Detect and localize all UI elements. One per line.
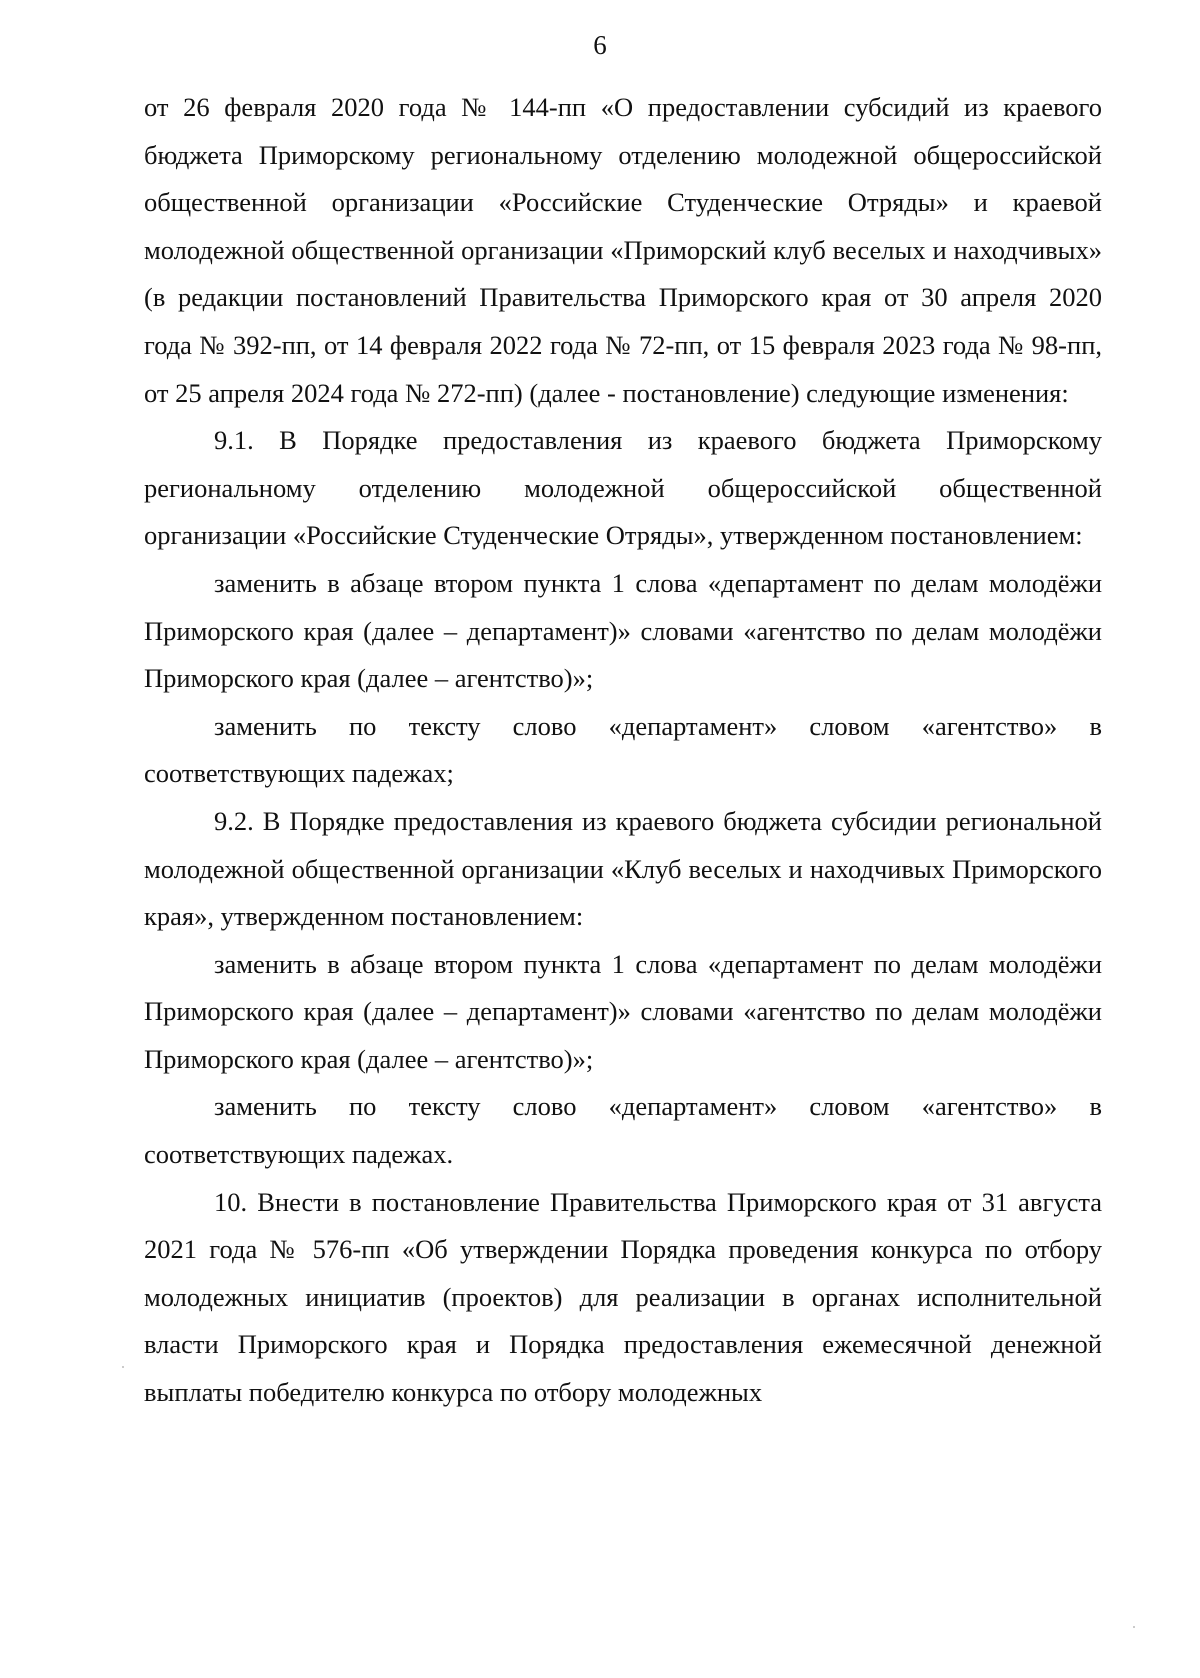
paragraph-9-1-item-1: заменить в абзаце втором пункта 1 слова «департамент по делам молодёжи Приморского края (далее – департамент)» словами «агентство по делам молодёжи Приморского края (далее – агентство)»; (144, 567, 1102, 694)
page-number: 6 (593, 30, 607, 60)
paragraph-9-1-item-2: заменить по тексту слово «департамент» словом «агентство» в соответствующих падежах; (144, 710, 1102, 789)
paragraph-continuation: от 26 февраля 2020 года № 144-пп «О предоставлении субсидий из краевого бюджета Приморскому региональному отделению молодежной общероссийской общественной организации «Российские Студенческие Отряды» и краевой молодежной общественной организации «Приморский клуб веселых и находчивых» (в редакции постановлений Правительства Приморского края от 30 апреля 2020 года № 392-пп, от 14 февраля 2022 года № 72-пп, от 15 февраля 2023 года № 98-пп, от 25 апреля 2024 года № 272-пп) (далее - постановление) следующие изменения: (144, 92, 1102, 408)
paragraph-9-2: 9.2. В Порядке предоставления из краевого бюджета субсидии региональной молодежной общественной организации «Клуб веселых и находчивых Приморского края», утвержденном постановлением: (144, 805, 1102, 932)
paragraph-10: 10. Внести в постановление Правительства Приморского края от 31 августа 2021 года № 576-пп «Об утверждении Порядка проведения конкурса по отбору молодежных инициатив (проектов) для реализации в органах исполнительной власти Приморского края и Порядка предоставления ежемесячной денежной выплаты победителю конкурса по отбору молодежных (144, 1186, 1102, 1408)
scan-speck (122, 1366, 124, 1368)
document-body (144, 84, 1102, 1417)
paragraph-9-2-item-2: заменить по тексту слово «департамент» словом «агентство» в соответствующих падежах. (144, 1091, 1102, 1170)
scan-speck (1133, 1626, 1135, 1628)
paragraph-9-1: 9.1. В Порядке предоставления из краевого бюджета Приморскому региональному отделению молодежной общероссийской общественной организации «Российские Студенческие Отряды», утвержденном постановлением: (144, 425, 1102, 551)
paragraph-9-2-item-1: заменить в абзаце втором пункта 1 слова «департамент по делам молодёжи Приморского края (далее – департамент)» словами «агентство по делам молодёжи Приморского края (далее – агентство)»; (144, 948, 1102, 1074)
